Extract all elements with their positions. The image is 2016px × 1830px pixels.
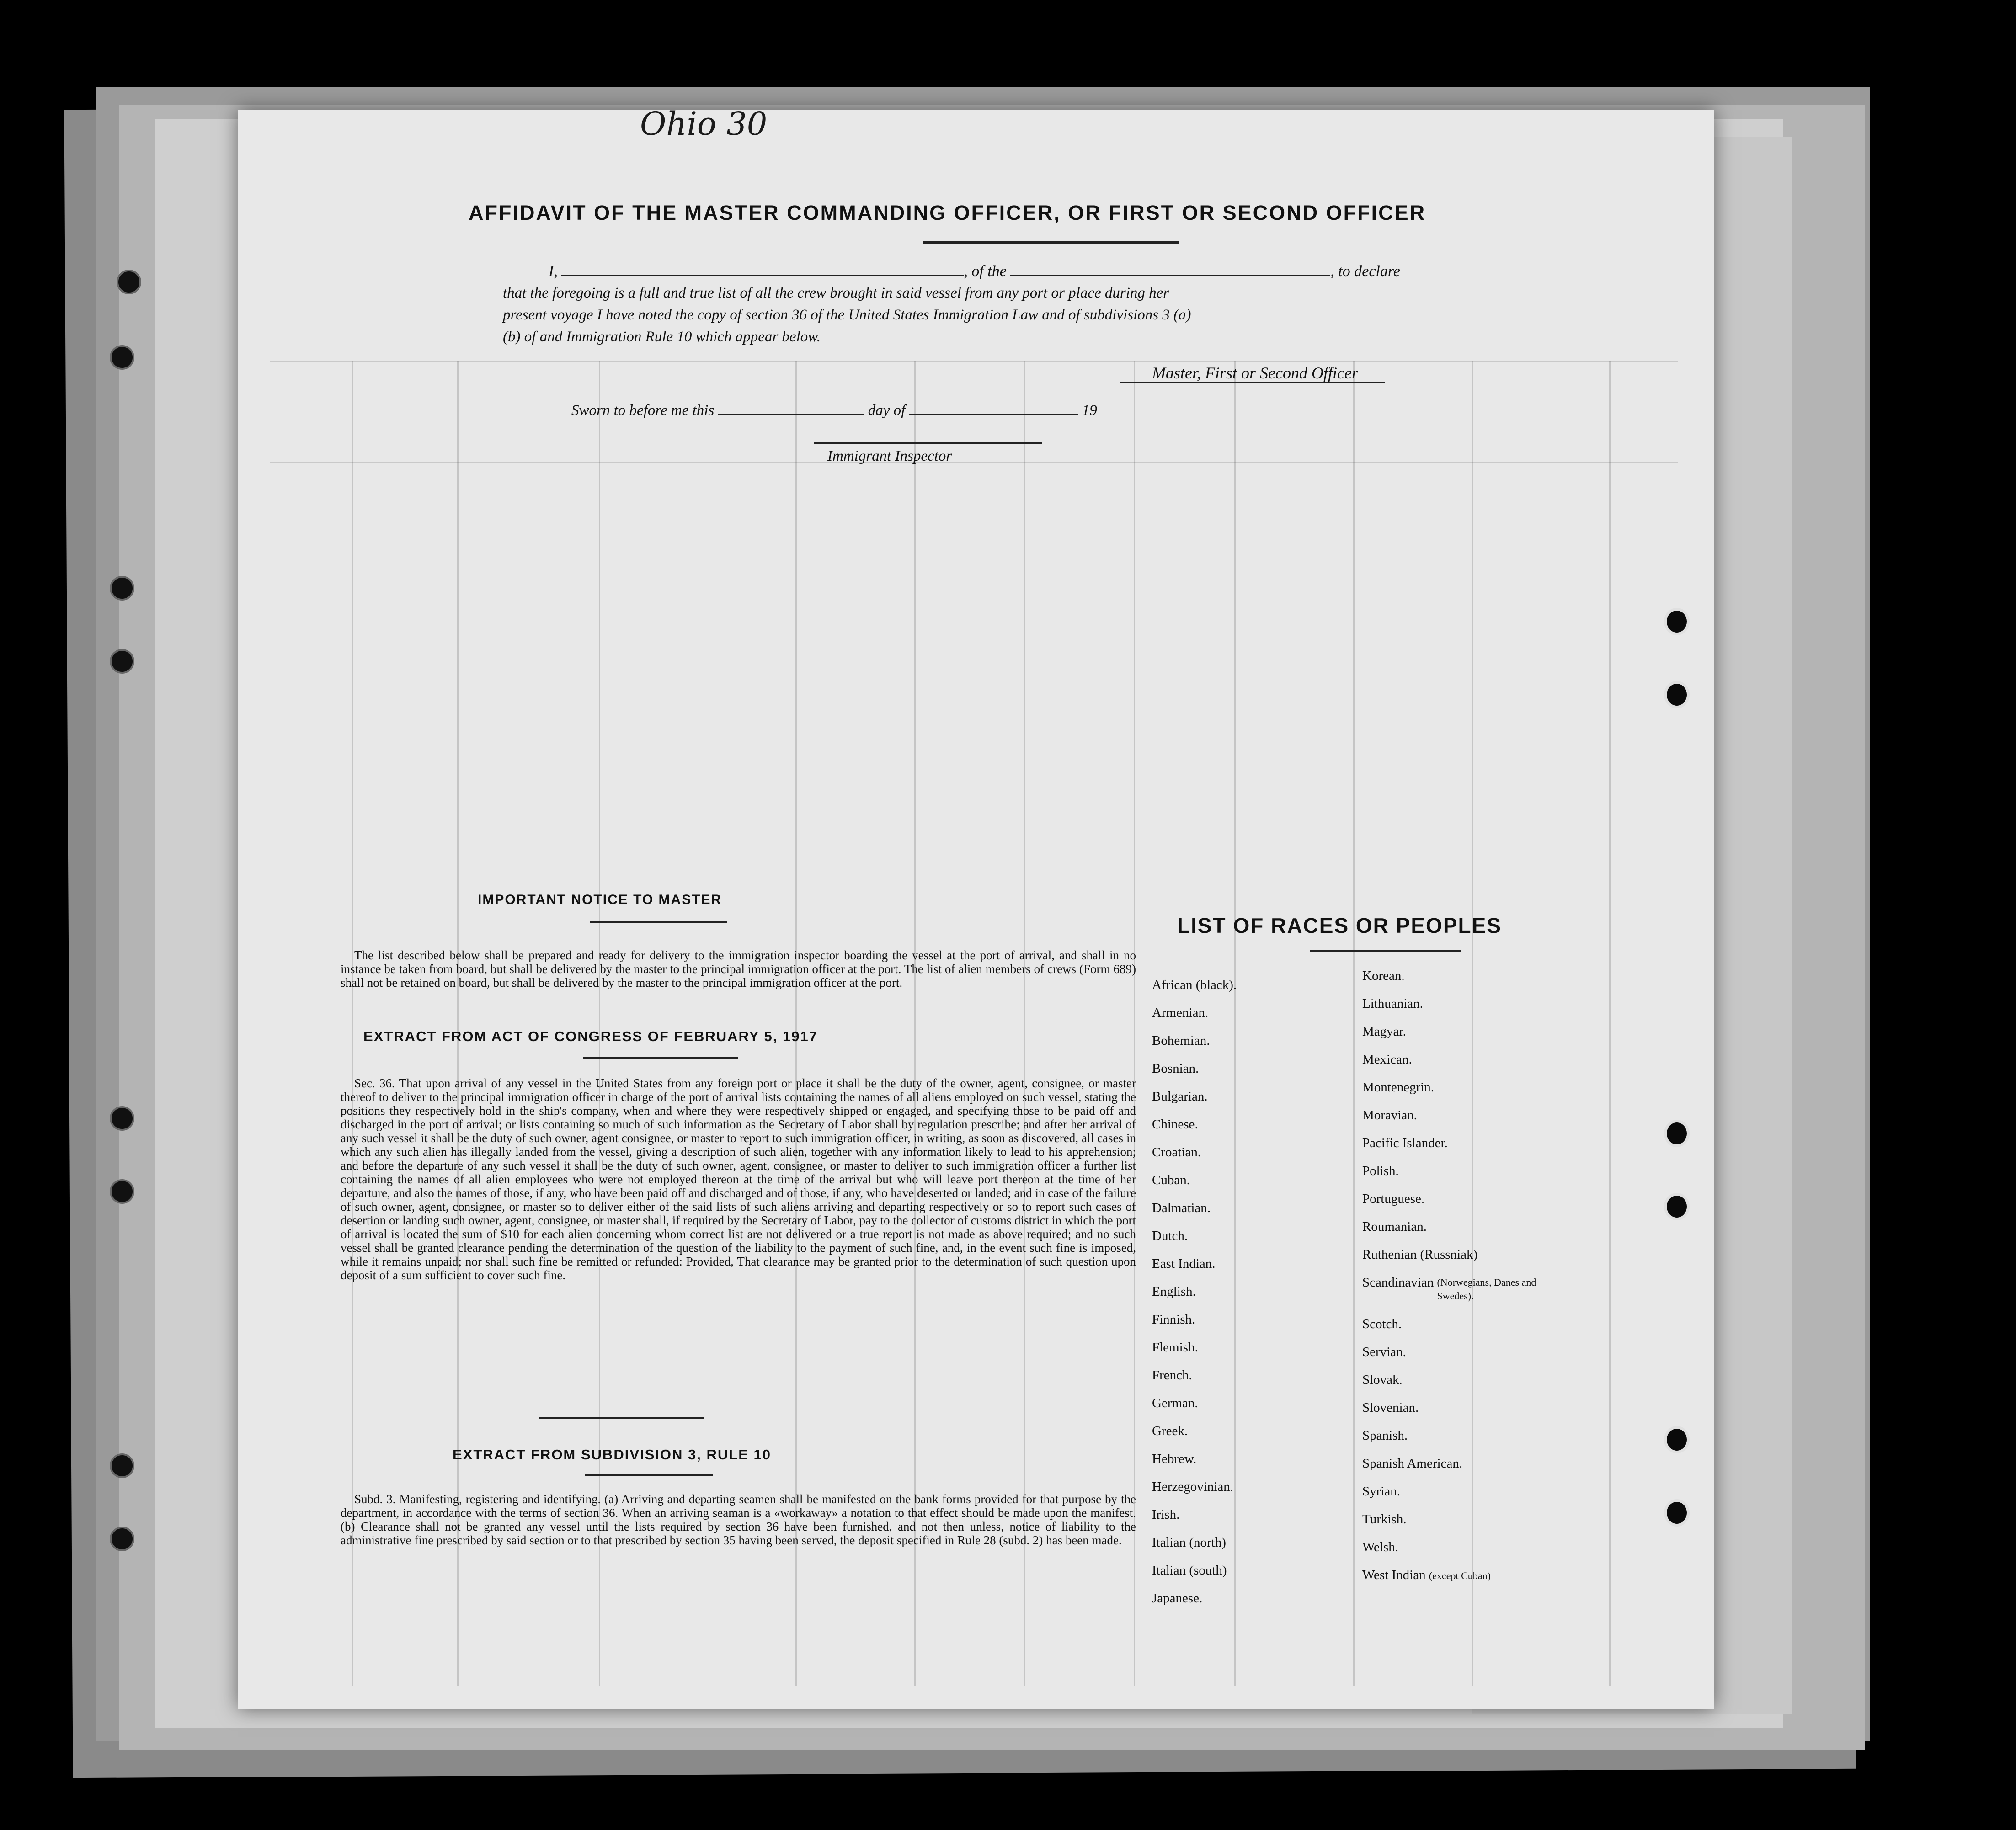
races-column-2 xyxy=(1362,962,1574,1590)
race-item: Montenegrin. xyxy=(1362,1080,1435,1095)
race-item: Flemish. xyxy=(1152,1340,1198,1355)
ghost-rule xyxy=(270,361,1678,362)
race-item: Portuguese. xyxy=(1362,1192,1425,1206)
race-item: Japanese. xyxy=(1152,1591,1203,1606)
punch-hole xyxy=(1664,1426,1690,1453)
affidavit-line-3: present voyage I have noted the copy of section 36 of the United States Immigration Law and of subdivisions 3 (a) xyxy=(503,307,1191,323)
race-item: East Indian. xyxy=(1152,1256,1216,1271)
race-item: Korean. xyxy=(1362,968,1405,983)
race-item: Welsh. xyxy=(1362,1540,1399,1554)
race-item: Magyar. xyxy=(1362,1024,1406,1039)
race-item: Ruthenian (Russniak) xyxy=(1362,1247,1478,1262)
sworn-line xyxy=(571,402,1097,419)
vessel-blank xyxy=(1010,275,1330,276)
title-underline xyxy=(923,241,1179,244)
handwritten-header: Ohio 30 xyxy=(640,105,768,143)
officer-label: Master, First or Second Officer xyxy=(1152,364,1358,382)
race-item: Hebrew. xyxy=(1152,1452,1197,1466)
race-item: Scandinavian xyxy=(1362,1275,1434,1290)
race-item: Bosnian. xyxy=(1152,1061,1199,1076)
notice-title: IMPORTANT NOTICE TO MASTER xyxy=(478,892,722,907)
ghost-rule xyxy=(1134,361,1135,1686)
ghost-rule xyxy=(270,462,1678,463)
punch-hole xyxy=(110,1106,134,1131)
inspector-label: Immigrant Inspector xyxy=(827,448,952,464)
punch-hole xyxy=(110,345,134,370)
race-item: Armenian. xyxy=(1152,1005,1209,1020)
race-item: Bohemian. xyxy=(1152,1033,1210,1048)
race-item: Chinese. xyxy=(1152,1117,1198,1132)
race-note: (Norwegians, Danes and Swedes). xyxy=(1437,1277,1536,1302)
notice-text: The list described below shall be prepared and ready for delivery to the immigration inspector boarding the vessel at the port of arrival, and shall in no instance be taken from board, but shall be delivered by the master to the principal immigration officer at the port. The list of alien members of crews (Form 689) shall not be retained on board, but shall be delivered by the master to the principal immigration officer at the port. xyxy=(341,948,1136,989)
punch-hole xyxy=(1664,1499,1690,1527)
race-item: Syrian. xyxy=(1362,1484,1400,1499)
ghost-rule xyxy=(1609,361,1611,1686)
punch-hole xyxy=(110,1527,134,1551)
race-item: Servian. xyxy=(1362,1345,1406,1359)
punch-hole xyxy=(1664,1193,1690,1220)
race-item: Irish. xyxy=(1152,1507,1180,1522)
punch-hole xyxy=(110,649,134,674)
race-item: Scotch. xyxy=(1362,1317,1402,1331)
month-blank xyxy=(909,414,1078,415)
races-title: LIST OF RACES OR PEOPLES xyxy=(1177,914,1502,937)
extract-act-title: EXTRACT FROM ACT OF CONGRESS OF FEBRUARY 5, 1917 xyxy=(363,1028,818,1044)
races-column-1 xyxy=(1152,971,1237,1612)
punch-hole xyxy=(1664,608,1690,635)
day-of-label: day of xyxy=(868,402,906,419)
day-blank xyxy=(718,414,864,415)
year-label: 19 xyxy=(1082,402,1097,419)
race-item-scandinavian xyxy=(1362,1269,1574,1310)
punch-hole xyxy=(110,1179,134,1204)
notice-underline xyxy=(590,921,727,923)
extract-rule-title: EXTRACT FROM SUBDIVISION 3, RULE 10 xyxy=(453,1447,771,1463)
race-item: Herzegovinian. xyxy=(1152,1479,1233,1494)
extract-rule-underline xyxy=(585,1474,713,1476)
affidavit-line-2: that the foregoing is a full and true list of all the crew brought in said vessel from any port or place during her xyxy=(503,285,1169,301)
affidavit-line-4: (b) of and Immigration Rule 10 which appear below. xyxy=(503,329,821,345)
punch-hole xyxy=(117,270,141,294)
inspector-signature-blank xyxy=(814,442,1042,444)
punch-hole xyxy=(110,576,134,601)
i-label: I, xyxy=(549,263,558,280)
race-item: Slovak. xyxy=(1362,1372,1403,1387)
race-item: Dutch. xyxy=(1152,1229,1188,1243)
name-blank xyxy=(561,275,964,276)
race-item: Turkish. xyxy=(1362,1512,1407,1527)
punch-hole xyxy=(110,1453,134,1478)
race-item: Italian (north) xyxy=(1152,1535,1226,1550)
separator-rule xyxy=(539,1417,704,1419)
race-item: Bulgarian. xyxy=(1152,1089,1208,1104)
race-item: Cuban. xyxy=(1152,1173,1190,1187)
race-item: Spanish American. xyxy=(1362,1456,1463,1471)
to-declare-label: , to declare xyxy=(1330,263,1400,280)
race-item: Polish. xyxy=(1362,1164,1399,1178)
of-the-label: , of the xyxy=(964,263,1007,280)
ghost-rule xyxy=(352,361,353,1686)
race-item: Mexican. xyxy=(1362,1052,1412,1067)
ghost-rule xyxy=(599,361,600,1686)
race-item: Finnish. xyxy=(1152,1312,1195,1327)
punch-hole xyxy=(1664,1120,1690,1147)
race-item: Spanish. xyxy=(1362,1428,1408,1443)
ghost-rule xyxy=(1024,361,1025,1686)
affidavit-line-1 xyxy=(549,263,1400,280)
ghost-rule xyxy=(457,361,459,1686)
race-item: Roumanian. xyxy=(1362,1219,1427,1234)
race-item: Pacific Islander. xyxy=(1362,1136,1448,1150)
ghost-rule xyxy=(1353,361,1355,1686)
ghost-rule xyxy=(914,361,916,1686)
race-item: French. xyxy=(1152,1368,1192,1383)
race-item: German. xyxy=(1152,1396,1198,1410)
race-item: Dalmatian. xyxy=(1152,1201,1211,1215)
race-item: West Indian xyxy=(1362,1568,1426,1582)
race-item-west-indian xyxy=(1362,1561,1574,1590)
ghost-rule xyxy=(795,361,797,1686)
race-item: Slovenian. xyxy=(1362,1400,1419,1415)
affidavit-sheet xyxy=(238,105,1714,1709)
race-item: Lithuanian. xyxy=(1362,996,1423,1011)
race-item: Moravian. xyxy=(1362,1108,1417,1122)
affidavit-title: AFFIDAVIT OF THE MASTER COMMANDING OFFICER, OR FIRST OR SECOND OFFICER xyxy=(469,201,1426,224)
extract-act-text: Sec. 36. That upon arrival of any vessel in the United States from any foreign port or place it shall be the duty of the owner, agent, consignee, or master thereof to deliver to the principal immigration officer in charge of the port of arrival lists containing the names of all aliens employed on such vessel, stating the positions they respectively hold in the ship's company, when and where they were respectively shipped or engaged, and specifying those to be paid off and discharged in the port of arrival; or lists containing so much of such information as the Secretary of Labor shall by regulation prescribe; and after her arrival of any such vessel it shall be the duty of such owner, agent consignee, or master to report to such immigration officer, in writing, as soon as discovered, all cases in which any such alien has illegally landed from the vessel, giving a description of such alien, together with any information likely to lead to his apprehension; and before the departure of any such vessel it shall be the duty of such owner, agent, consignee, or master to deliver to such immigration officer a further list containing the names of all alien employees who were not employed thereon at the time of the arrival but who will leave port thereon at the time of her departure, and also the names of those, if any, who have been paid off and discharged and of those, if any, who have deserted or landed; and in case of the failure of such owner, agent, consignee, or master so to deliver either of the said lists of such aliens arriving and departing respectively or so to report such cases of desertion or landing such owner, agent, consignee, or master shall, if required by the Secretary of Labor, pay to the collector of customs district in which the port of arrival is located the sum of $10 for each alien concerning whom correct list are not delivered or a true report is not made as above required; and no such vessel shall be granted clearance pending the determination of the question of the liability to the payment of such fine, and, in the event such fine is imposed, while it remains unpaid; nor shall such fine be remitted or refunded: Provided, That clearance may be granted prior to the determination of such question upon deposit of a sum sufficient to cover such fine. xyxy=(341,1076,1136,1282)
race-note: (except Cuban) xyxy=(1429,1570,1491,1581)
extract-rule-text: Subd. 3. Manifesting, registering and identifying. (a) Arriving and departing seamen shall be manifested on the bank forms provided for that purpose by the department, in accordance with the terms of section 36. When an arriving seaman is a «workaway» a notation to that effect should be made upon the manifest. (b) Clearance shall not be granted any vessel until the lists required by section 36 have been furnished, and not then unless, notice of liability to the administrative fine prescribed by said section or to that prescribed by section 35 having been served, the deposit specified in Rule 28 (subd. 2) has been made. xyxy=(341,1492,1136,1547)
extract-act-underline xyxy=(583,1057,738,1059)
race-item: African (black). xyxy=(1152,978,1237,992)
sworn-label: Sworn to before me this xyxy=(571,402,715,419)
race-item: Italian (south) xyxy=(1152,1563,1227,1578)
races-underline xyxy=(1310,950,1461,952)
race-item: Greek. xyxy=(1152,1424,1188,1438)
punch-hole xyxy=(1664,681,1690,708)
race-item: English. xyxy=(1152,1284,1196,1299)
race-item: Croatian. xyxy=(1152,1145,1201,1160)
